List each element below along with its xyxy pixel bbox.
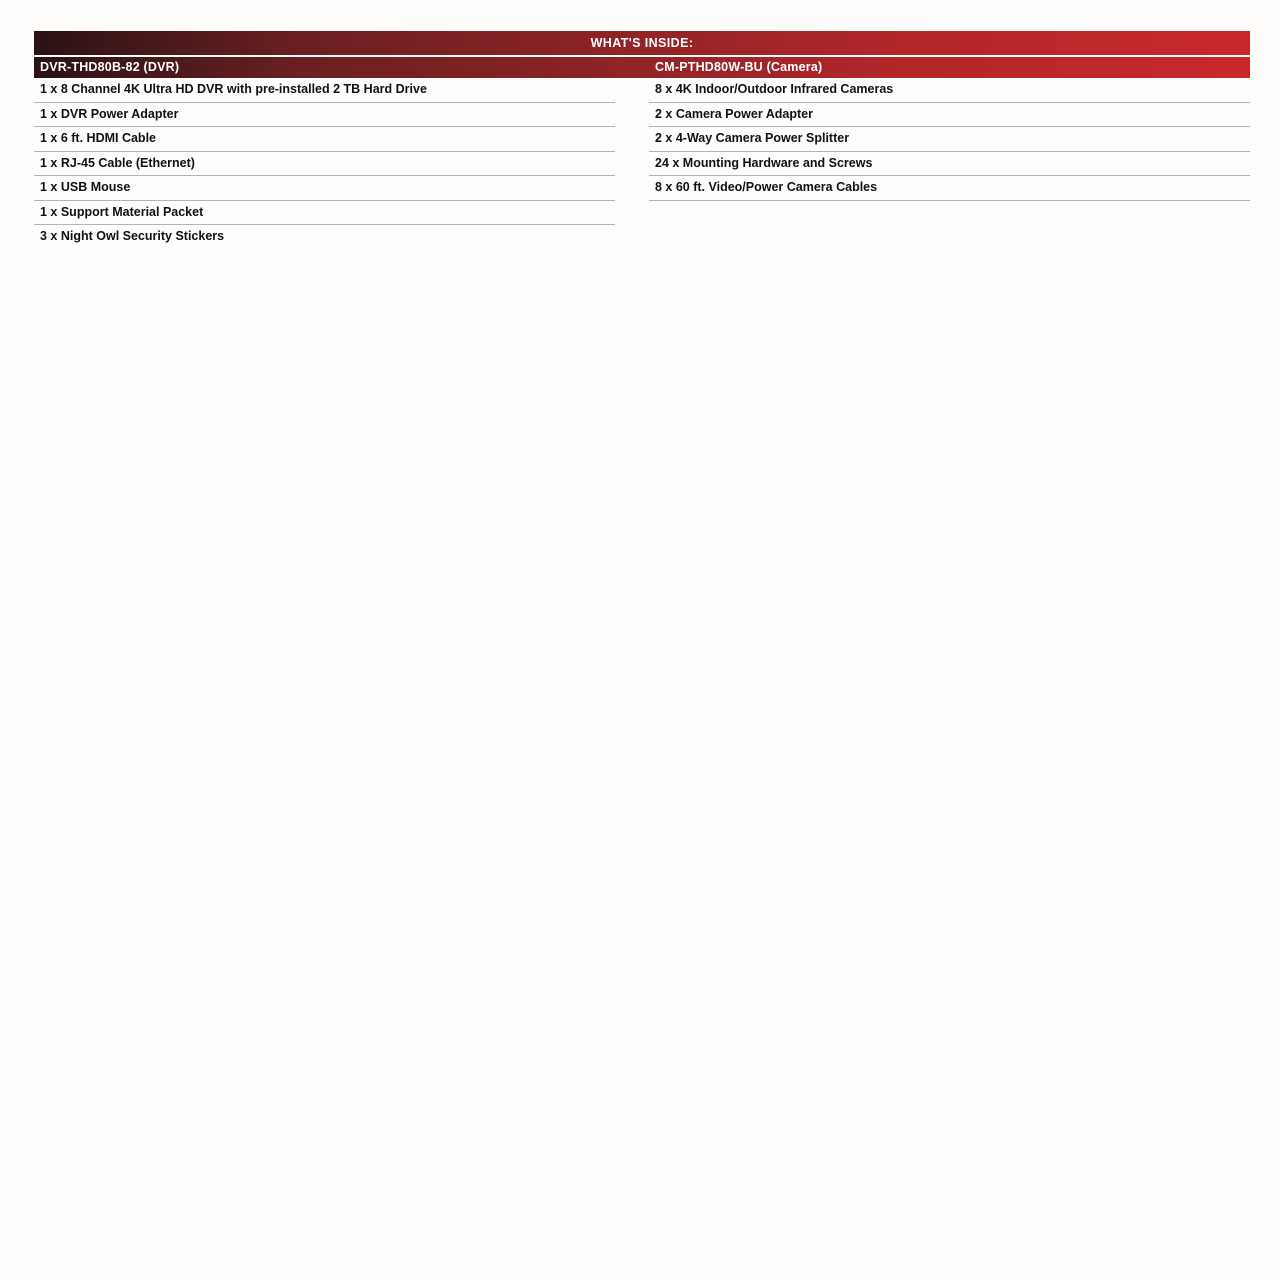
camera-item: 8 x 4K Indoor/Outdoor Infrared Cameras — [649, 78, 1250, 103]
item-columns — [34, 78, 1250, 298]
camera-item: 2 x Camera Power Adapter — [649, 103, 1250, 128]
dvr-item: 1 x 8 Channel 4K Ultra HD DVR with pre-installed 2 TB Hard Drive — [34, 78, 615, 103]
camera-item: 2 x 4-Way Camera Power Splitter — [649, 127, 1250, 152]
dvr-item: 1 x RJ-45 Cable (Ethernet) — [34, 152, 615, 177]
whats-inside-table — [34, 31, 1250, 298]
dvr-item: 3 x Night Owl Security Stickers — [40, 229, 225, 243]
camera-item-list — [649, 78, 1250, 201]
dvr-item: 1 x Support Material Packet — [34, 201, 615, 226]
table-title: WHAT'S INSIDE: — [34, 31, 1250, 55]
dvr-item-list — [34, 78, 615, 249]
camera-item: 24 x Mounting Hardware and Screws — [649, 152, 1250, 177]
camera-heading: CM-PTHD80W-BU (Camera) — [655, 60, 823, 74]
dvr-item: 1 x DVR Power Adapter — [34, 103, 615, 128]
dvr-heading: DVR-THD80B-82 (DVR) — [40, 60, 180, 74]
column-headings — [34, 57, 1250, 78]
camera-item: 8 x 60 ft. Video/Power Camera Cables — [649, 176, 1250, 201]
dvr-item: 1 x 6 ft. HDMI Cable — [34, 127, 615, 152]
dvr-item: 1 x USB Mouse — [34, 176, 615, 201]
